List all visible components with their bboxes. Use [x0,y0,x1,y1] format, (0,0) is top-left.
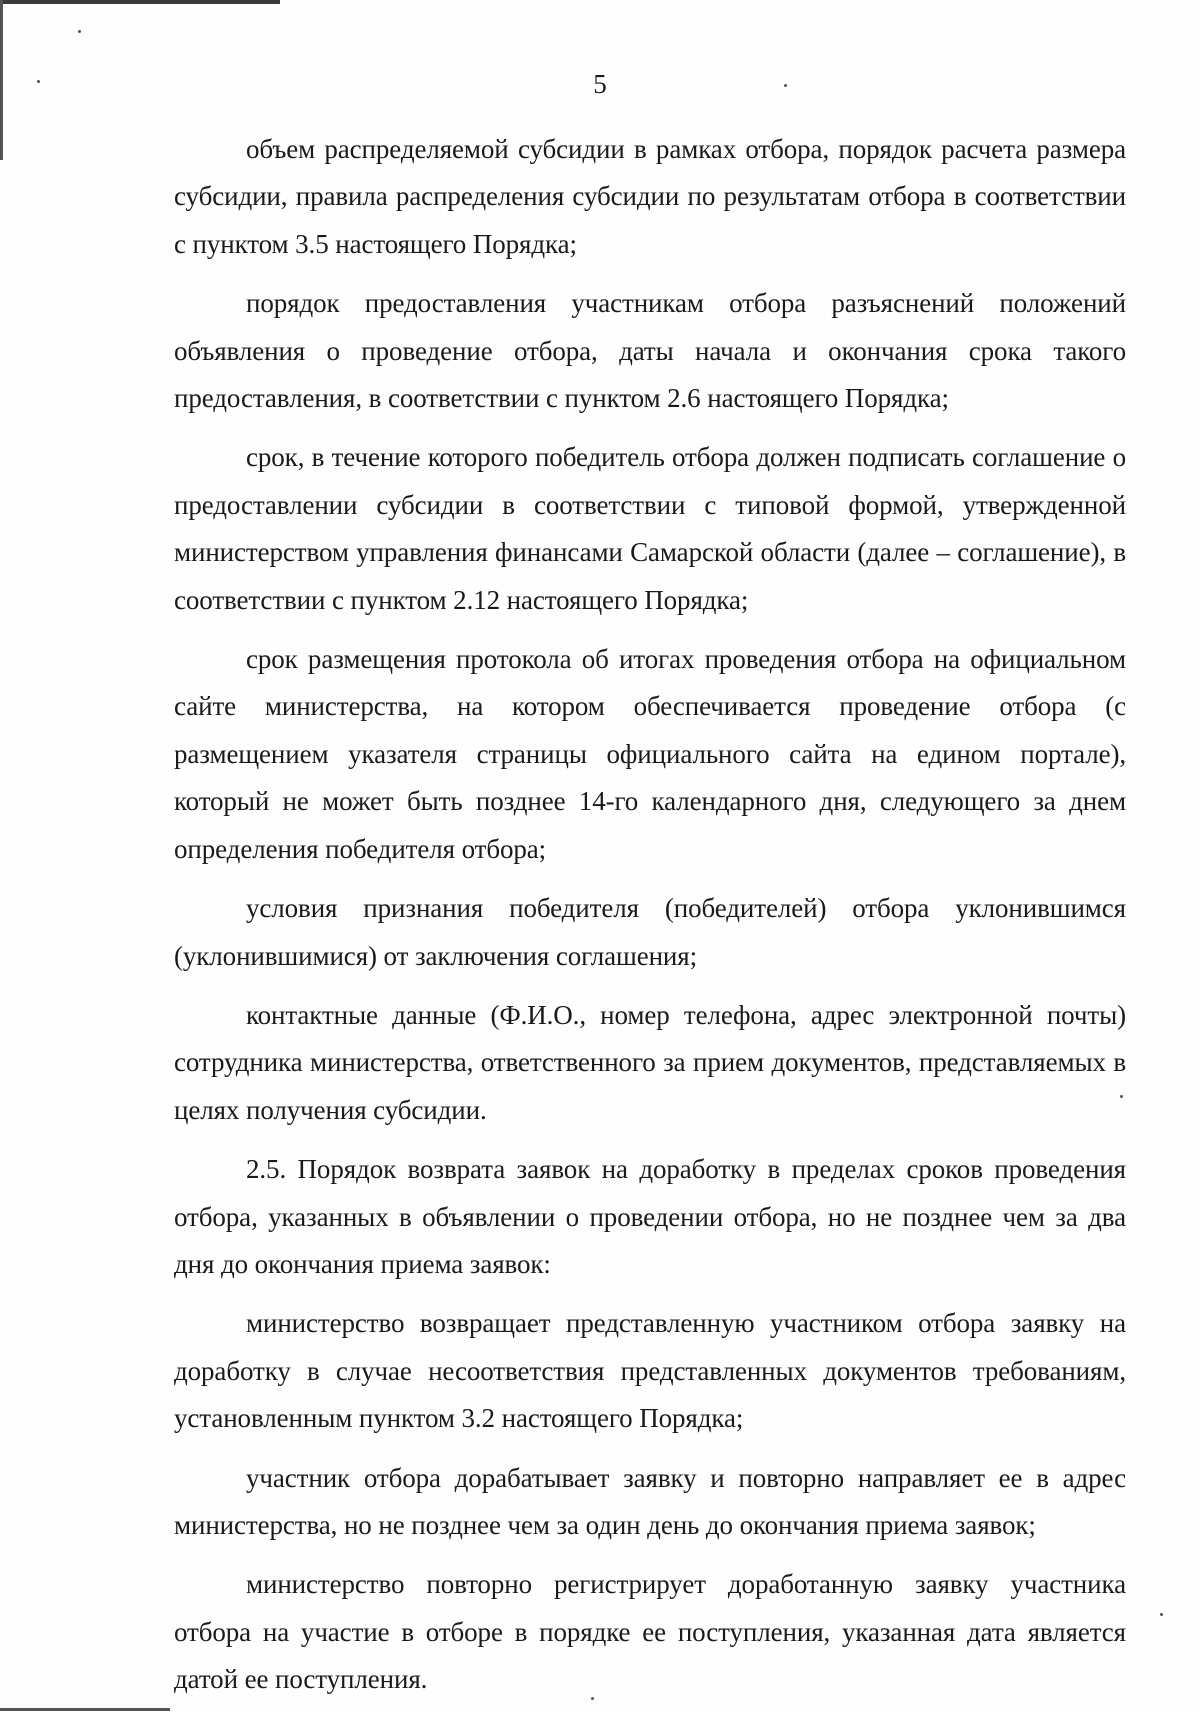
paragraph: объем распределяемой субсидии в рамках отбора, порядок расчета размера субсидии, правила распределения субсидии по результатам отбора в соответствии с пунктом 3.5 настоящего Порядка; [174,134,1126,259]
document-body [174,126,1126,1716]
paragraph: условия признания победителя (победителей) отбора уклонившимся (уклонившимися) от заключения соглашения; [174,893,1126,971]
paragraph: срок размещения протокола об итогах проведения отбора на официальном сайте министерства, на котором обеспечивается проведение отбора (с размещением указателя страницы официального сайта на едином портале), который не может быть позднее 14-го календарного дня, следующего за днем определения победителя отбора; [174,644,1126,864]
scan-speck [78,30,81,33]
page-number: 5 [593,69,607,99]
paragraph: министерство повторно регистрирует доработанную заявку участника отбора на участие в отборе в порядке ее поступления, указанная дата является датой ее поступления. [174,1569,1126,1695]
paragraph: контактные данные (Ф.И.О., номер телефона, адрес электронной почты) сотрудника министерства, ответственного за прием документов, представляемых в целях получения субсидии. [174,999,1126,1125]
paragraph: порядок предоставления участникам отбора разъяснений положений объявления о проведение отбора, даты начала и окончания срока такого предоставления, в соответствии с пунктом 2.6 настоящего Порядка; [174,288,1126,414]
paragraph: срок, в течение которого победитель отбора должен подписать соглашение о предоставлении субсидии в соответствии с типовой формой, утвержденной министерством управления финансами Самарской области (далее – соглашение), в соответствии с пунктом 2.12 настоящего Порядка; [174,442,1126,615]
section-2-5-heading-paragraph: 2.5. Порядок возврата заявок на доработку в пределах сроков проведения отбора, указанных в объявлении о проведении отбора, но не позднее чем за два дня до окончания приема заявок: [174,1154,1126,1279]
paragraph: участник отбора дорабатывает заявку и повторно направляет ее в адрес министерства, но не позднее чем за один день до окончания приема заявок; [174,1462,1126,1540]
scan-edge-top [0,0,280,4]
scan-speck [1160,1613,1163,1616]
paragraph: министерство возвращает представленную участником отбора заявку на доработку в случае несоответствия представленных документов требованиям, установленным пунктом 3.2 настоящего Порядка; [174,1308,1126,1434]
